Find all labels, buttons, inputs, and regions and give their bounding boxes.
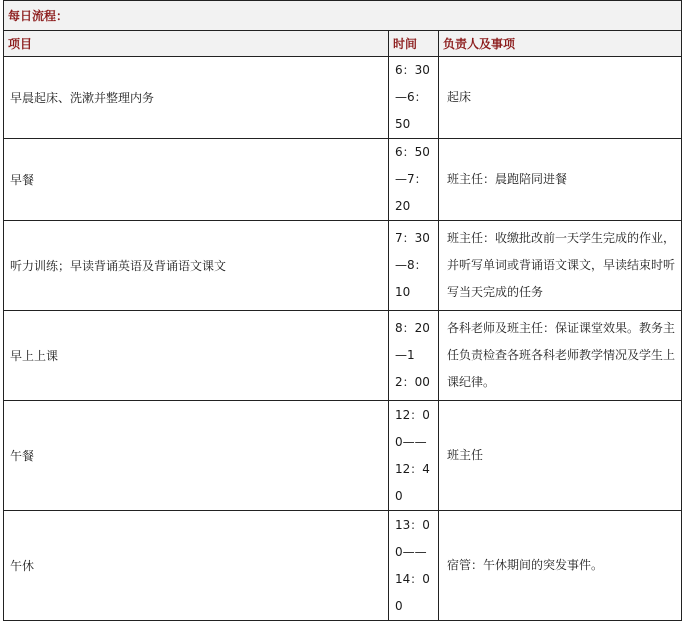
row-responsible: 班主任：收缴批改前一天学生完成的作业，并听写单词或背诵语文课文，早读结束时听写当天完成的任务 bbox=[439, 221, 682, 311]
row-time bbox=[389, 221, 439, 311]
table-row bbox=[4, 221, 682, 311]
table-title: 每日流程： bbox=[4, 1, 682, 31]
row-item: 早晨起床、洗漱并整理内务 bbox=[4, 57, 389, 139]
row-time bbox=[389, 311, 439, 401]
row-item: 午餐 bbox=[4, 401, 389, 511]
header-time: 时间 bbox=[389, 31, 439, 57]
time-line: 0 bbox=[395, 488, 403, 503]
time-line: 0 bbox=[395, 598, 403, 613]
time-line: 13：0 bbox=[395, 517, 430, 532]
row-item: 早餐 bbox=[4, 139, 389, 221]
time-line: 8：20 bbox=[395, 321, 430, 335]
table-row bbox=[4, 139, 682, 221]
time-line: 7：30 bbox=[395, 231, 430, 245]
time-line: 20 bbox=[395, 199, 411, 213]
schedule-sheet bbox=[3, 0, 683, 621]
table-row bbox=[4, 57, 682, 139]
row-responsible: 各科老师及班主任：保证课堂效果。教务主任负责检查各班各科老师教学情况及学生上课纪律。 bbox=[439, 311, 682, 401]
row-responsible: 宿管：午休期间的突发事件。 bbox=[439, 511, 682, 621]
time-line: —8： bbox=[395, 258, 427, 272]
time-line: 0—— bbox=[395, 434, 427, 449]
table-row bbox=[4, 401, 682, 511]
header-row bbox=[4, 31, 682, 57]
table-row bbox=[4, 311, 682, 401]
header-item: 项目 bbox=[4, 31, 389, 57]
time-line: —6： bbox=[395, 90, 427, 104]
time-line: 6：50 bbox=[395, 145, 430, 159]
table-row bbox=[4, 511, 682, 621]
daily-schedule-table bbox=[3, 0, 682, 621]
row-responsible: 起床 bbox=[439, 57, 682, 139]
row-time bbox=[389, 139, 439, 221]
title-row bbox=[4, 1, 682, 31]
row-time bbox=[389, 511, 439, 621]
row-item: 午休 bbox=[4, 511, 389, 621]
row-item: 听力训练；早读背诵英语及背诵语文课文 bbox=[4, 221, 389, 311]
time-line: 0—— bbox=[395, 544, 427, 559]
header-responsible: 负责人及事项 bbox=[439, 31, 682, 57]
time-line: 10 bbox=[395, 285, 411, 299]
time-line: 6：30 bbox=[395, 63, 430, 77]
row-item: 早上上课 bbox=[4, 311, 389, 401]
time-line: —7： bbox=[395, 172, 427, 186]
row-time bbox=[389, 57, 439, 139]
time-line: 2：00 bbox=[395, 375, 430, 389]
time-line: 50 bbox=[395, 117, 411, 131]
time-line: —1 bbox=[395, 348, 415, 362]
row-responsible: 班主任 bbox=[439, 401, 682, 511]
time-line: 14：0 bbox=[395, 571, 430, 586]
row-time bbox=[389, 401, 439, 511]
row-responsible: 班主任：晨跑陪同进餐 bbox=[439, 139, 682, 221]
time-line: 12：0 bbox=[395, 407, 430, 422]
time-line: 12：4 bbox=[395, 461, 430, 476]
